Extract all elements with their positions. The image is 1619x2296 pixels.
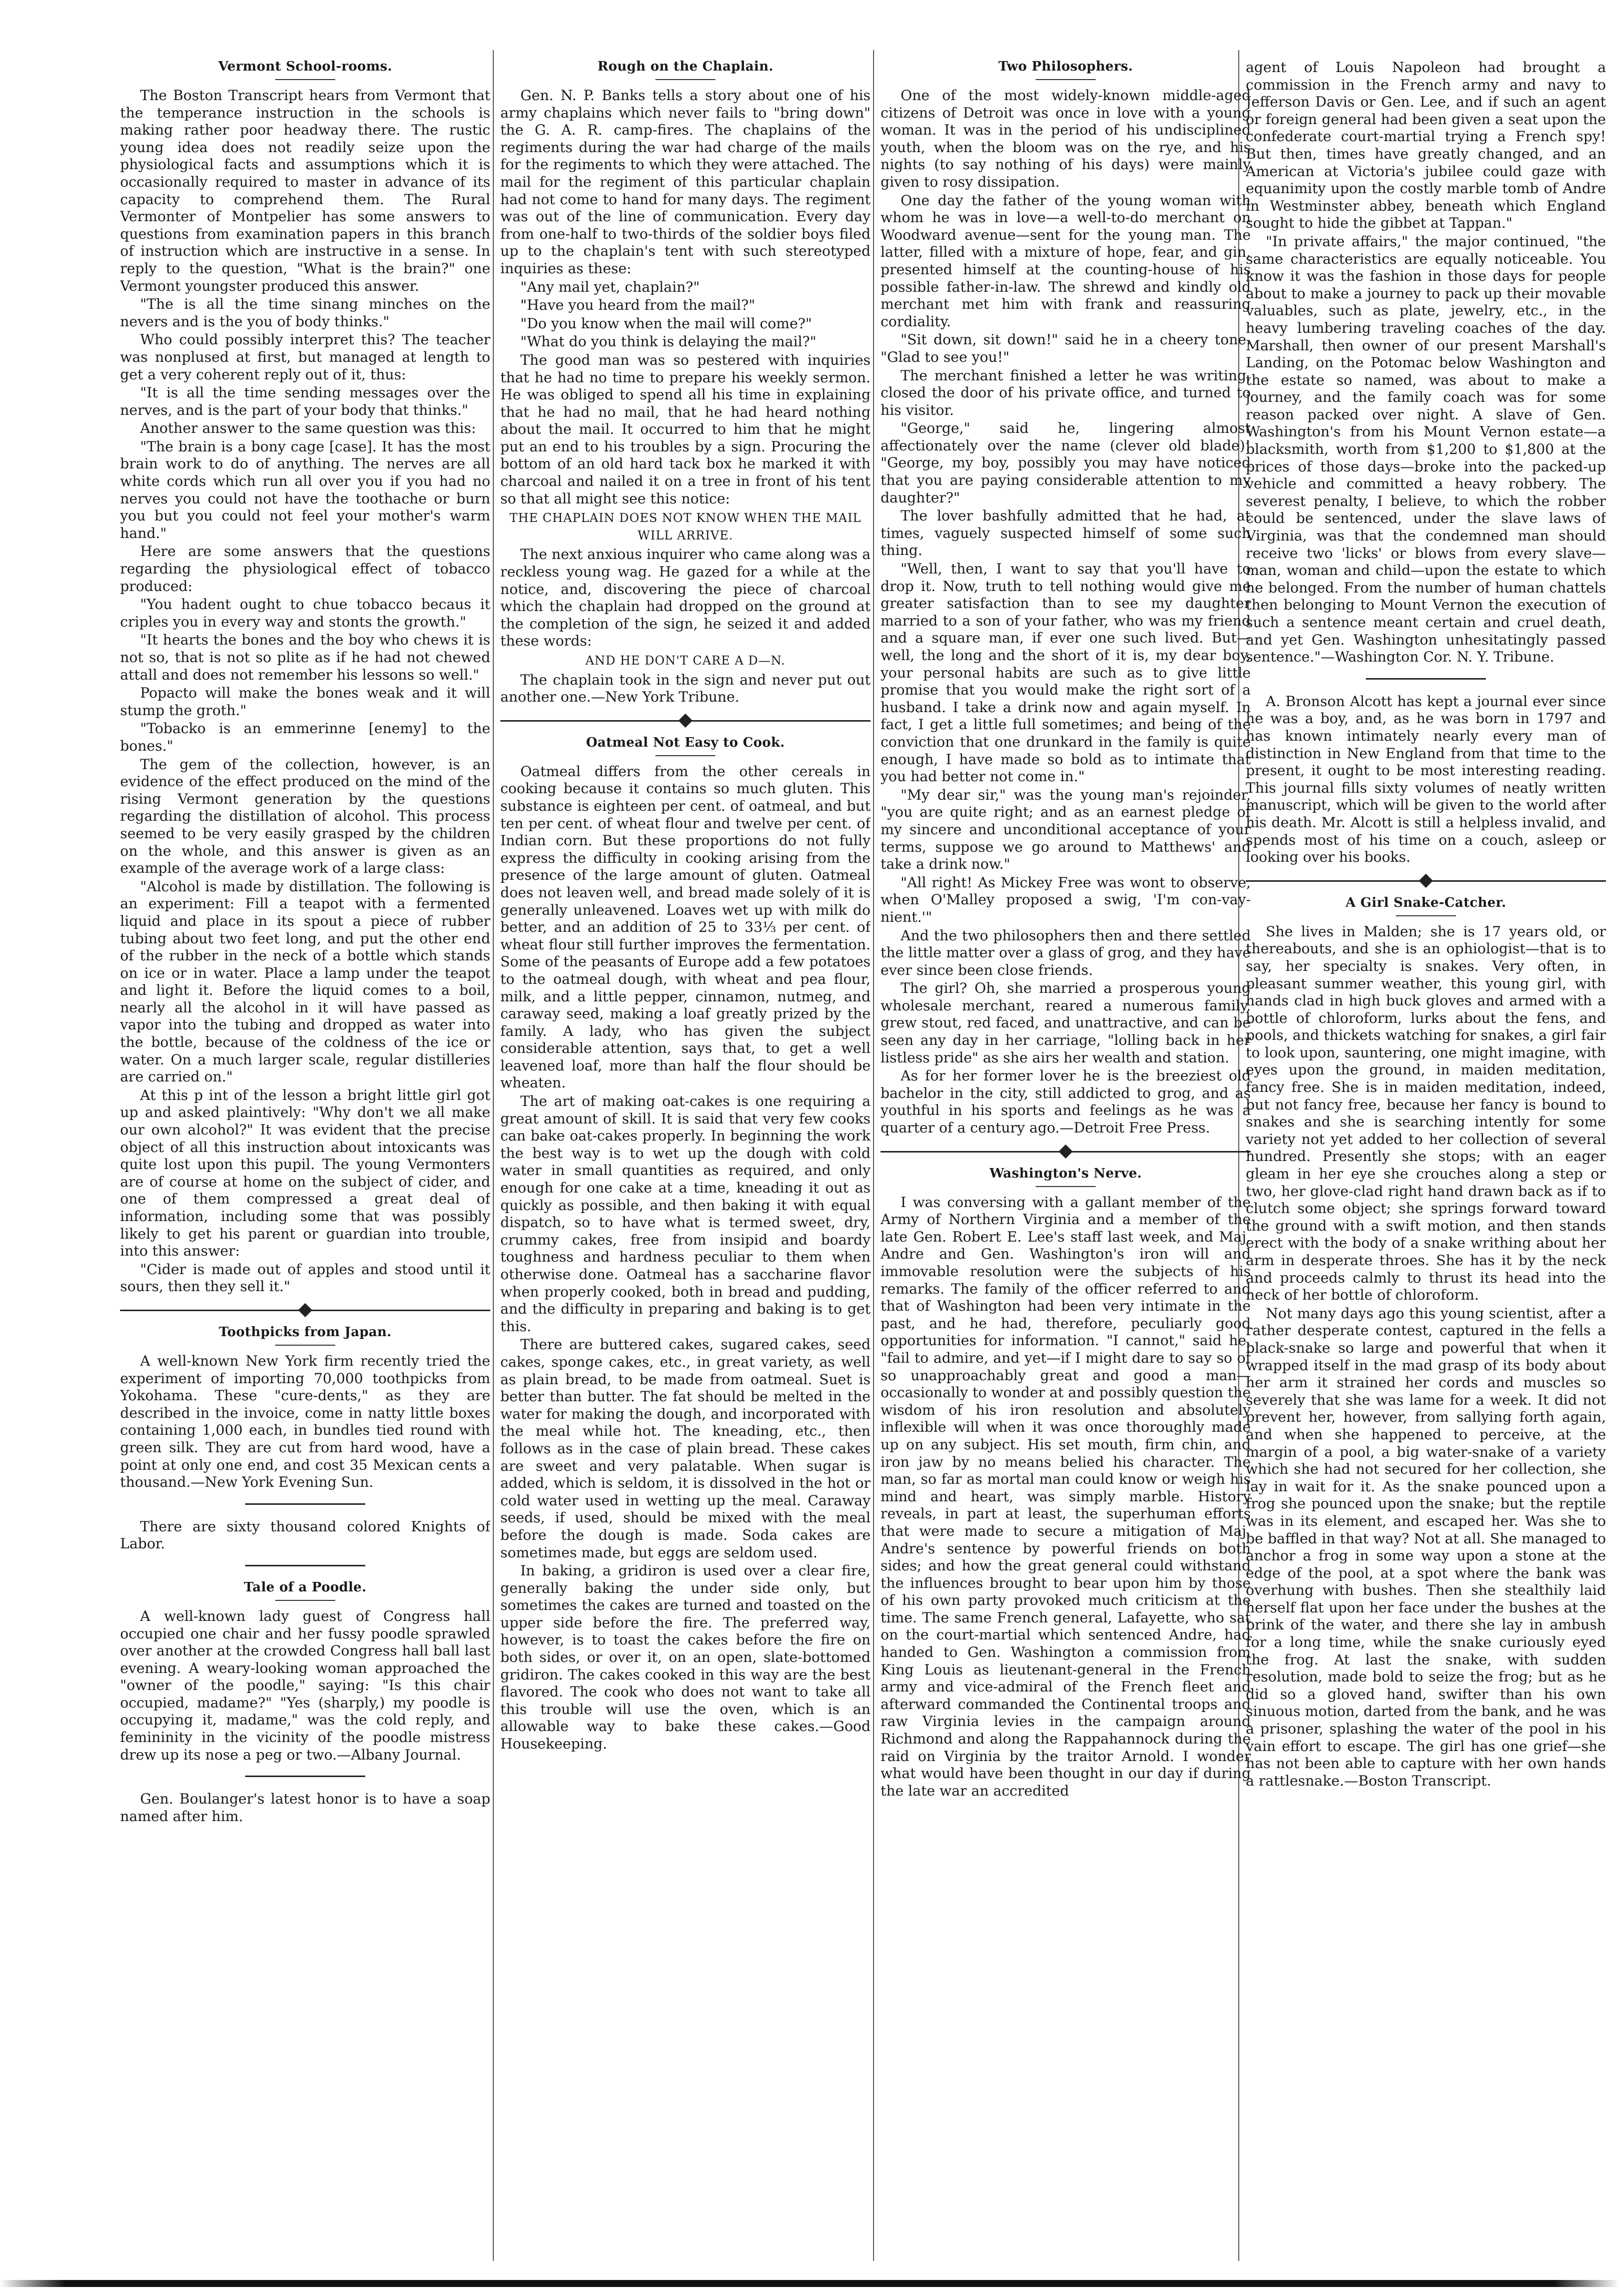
column-2	[500, 59, 871, 2251]
paragraph: Oatmeal differs from the other cereals in cooking because it contains so much gluten. This substance is eighteen per cent. of oatmeal, and but ten per cent. of wheat flour and twelve per cent. of Indian corn. But these proportions do not fully express the difficulty in cooking arising from the presence of the large amount of gluten. Oatmeal does not leaven well, and bread made solely of it is generally unleavened. Loaves wet up with milk do better, and an addition of 25 to 33⅓ per cent. of wheat flour still further improves the fermentation. Some of the peasants of Europe add a few potatoes to the oatmeal dough, with wheat and pea flour, milk, and a little pepper, cinnamon, nutmeg, and caraway seed, making a loaf greatly prized by the family. A lady, who has given the subject considerable attention, says that, to get a well leavened loaf, more than half the flour should be wheaten.	[500, 763, 871, 1091]
paragraph: "Any mail yet, chaplain?"	[520, 278, 700, 295]
paragraph: There are buttered cakes, sugared cakes, seed cakes, sponge cakes, etc., in great variety, as well as plain bread, to be made from oatmeal. Suet is better than butter. The fat should be melted in the water for making the dough, and incorporated with the meal while hot. The kneading, etc., then follows as in the case of plain bread. These cakes are sweet and very palatable. When sugar is added, which is seldom, it is dissolved in the hot or cold water used in wetting up the meal. Caraway seeds, if used, should be mixed with the meal before the dough is made. Soda cakes are sometimes made, but eggs are seldom used.	[500, 1336, 871, 1561]
paragraph: Gen. Boulanger's latest honor is to have a soap named after him.	[120, 1791, 490, 1825]
headline-rule	[1396, 915, 1456, 916]
paragraph: I was conversing with a gallant member of the Army of Northern Virginia and a member of the late Gen. Robert E. Lee's staff last week, and Maj. Andre and Gen. Washington's iron will and immovable resolution were the subjects of his remarks. The family of the officer referred to and that of Washington had been very intimate in the past, and he had, therefore, peculiarly good opportunities for information. "I cannot," said he, "fail to admire, and yet—if I might dare to say so of so unapproachably great and good a man—occasionally to wonder at and possibly question the wisdom of his iron resolution and absolutely inflexible will when it was once thoroughly made up on any subject. His set mouth, firm chin, and iron jaw by no means belied his character. The man, so far as mortal man could know or weigh his mind and heart, was simply marble. History reveals, in part at least, the superhuman efforts that were made to secure a mitigation of Maj. Andre's sentence by powerful friends on both sides; and how the great general could withstand the influences brought to bear upon him by those of his own party provoked much criticism at the time. The same French general, Lafayette, who sat on the court-martial which sentenced Andre, had handed to Gen. Washington a commission from King Louis as lieutenant-general in the French army and vice-admiral of the French fleet and afterward commanded the Continental troops and raw Virginia levies in the campaign around Richmond and along the Rappahannock during the raid on Virginia by the traitor Arnold. I wonder what would have been thought in our day if during the late war an accredited	[881, 1194, 1251, 1799]
article-headline: A Girl Snake-Catcher.	[1345, 895, 1506, 910]
paragraph: "The is all the time sinang minches on the nevers and is the you of body thinks."	[120, 296, 490, 330]
paragraph: A well-known New York firm recently tried the experiment of importing 70,000 toothpicks from Yokohama. These "cure-dents," as they are described in the invoice, come in natty little boxes containing 1,000 each, in bundles tied round with green silk. They are cut from hard wood, have a point at only one end, and cost 35 Mexican cents a thousand.—New York Evening Sun.	[120, 1352, 490, 1491]
headline-rule	[1036, 79, 1096, 80]
paragraph: "Cider is made out of apples and stood until it sours, then they sell it."	[120, 1261, 490, 1295]
column-3	[881, 59, 1251, 2251]
article-headline: Vermont School-rooms.	[218, 59, 392, 74]
notice-addition: AND HE DON'T CARE A D—N.	[585, 654, 785, 668]
article-body	[120, 87, 490, 1296]
section-divider	[1246, 873, 1606, 888]
section-divider	[500, 713, 871, 728]
paragraph: As for her former lover he is the breeziest old bachelor in the city, still addicted to grog, and as youthful in his sports and feelings as he was a quarter of a century ago.—Detroit Free Press.	[881, 1067, 1251, 1136]
section-divider	[881, 1144, 1251, 1159]
headline-rule	[275, 79, 335, 80]
headline-rule	[655, 755, 715, 756]
paragraph: The girl? Oh, she married a prosperous young wholesale merchant, reared a numerous family, grew stout, red faced, and unattractive, and can be seen any day in her carriage, "lolling back in her listless pride" as she airs her wealth and station.	[881, 980, 1251, 1066]
headline-rule	[1036, 1186, 1096, 1187]
paragraph: A. Bronson Alcott has kept a journal ever since he was a boy, and, as he was born in 1797 and has known intimately nearly every man of distinction in New England from that time to the present, it ought to be most interesting reading. This journal fills sixty volumes of neatly written manuscript, which will be given to the world after his death. Mr. Alcott is still a helpless invalid, and spends most of his time on a couch, asleep or looking over his books.	[1246, 693, 1606, 866]
column-rule	[493, 50, 494, 2261]
section-divider	[245, 1558, 365, 1573]
paragraph: One day the father of the young woman with whom he was in love—a well-to-do merchant on Woodward avenue—sent for the young man. The latter, filled with a mixture of hope, fear, and gin, presented himself at the counting-house of his possible father-in-law. The shrewd and kindly old merchant met him with frank and reassuring cordiality.	[881, 192, 1251, 330]
paragraph: The next anxious inquirer who came along was a reckless young wag. He gazed for a while at the notice, and, discovering the piece of charcoal which the chaplain had dropped on the ground at the completion of the sign, he seized it and added these words:	[500, 546, 871, 650]
headline-rule	[275, 1600, 335, 1601]
notice-text: THE CHAPLAIN DOES NOT KNOW WHEN THE MAIL WILL ARRIVE.	[509, 511, 862, 542]
article-headline: Two Philosophers.	[998, 59, 1133, 74]
paragraph: "It is all the time sending messages over the nerves, and is the part of your body that thinks."	[120, 384, 490, 418]
paragraph: The chaplain took in the sign and never put out another one.—New York Tribune.	[500, 671, 871, 706]
paragraph: Another answer to the same question was this:	[140, 420, 476, 437]
paragraph: She lives in Malden; she is 17 years old, or thereabouts, and she is an ophiologist—that is to say, her specialty is snakes. Very often, in pleasant summer weather, this young girl, with hands clad in high buck gloves and armed with a bottle of chloroform, lurks about the fens, and pools, and thickets watching for snakes, a girl fair to look upon, sauntering, one might imagine, with eyes upon the ground, in maiden meditation, fancy free. She is in maiden meditation, indeed, but not fancy free, because her fancy is bound to snakes and she is searching intently for some variety not yet added to her collection of several hundred. Presently she stops; with an eager gleam in her eye she crouches along a step or two, her glove-clad right hand drawn back as if to clutch some object; she springs forward toward the ground with a swift motion, and then stands erect with the body of a snake writhing about her arm in desperate throes. She has it by the neck and proceeds calmly to thrust its head into the neck of her bottle of chloroform.	[1246, 923, 1606, 1304]
section-divider	[245, 1769, 365, 1784]
paragraph: Popacto will make the bones weak and it will stump the groth."	[120, 685, 490, 719]
headline-rule	[275, 1345, 335, 1346]
paragraph: "You hadent ought to chue tobacco becaus it criples you in every way and stonts the growth."	[120, 596, 490, 630]
paragraph: "All right! As Mickey Free was wont to observe, when O'Malley proposed a swig, 'I'm con-vay-nient.'"	[881, 874, 1251, 925]
paragraph: The good man was so pestered with inquiries that he had no time to prepare his weekly sermon. He was obliged to spend all his time in explaining that he had no mail, that he had heard nothing about the mail. It occurred to him that he might put an end to his troubles by a sign. Procuring the bottom of an old hard tack box he marked it with charcoal and nailed it on a tree in front of his tent so that all might see this notice:	[500, 351, 871, 507]
paragraph: "In private affairs," the major continued, "the same characteristics are equally noticeable. You know it was the fashion in those days for people about to make a journey to pack up their movable valuables, such as plate, jewelry, etc., in the heavy lumbering traveling coaches of the day. Marshall, then owner of our present Marshall's Landing, on the Potomac below Washington and the estate so named, was about to make a journey, and the family coach was for some reason packed over night. A slave of Gen. Washington's from his Mount Vernon estate—a blacksmith, worth from $1,200 to $1,800 at the prices of those days—broke into the packed-up vehicle and committed a heavy robbery. The severest penalty, I believe, to which the robber could be sentenced, under the slave laws of Virginia, was that the condemned man should receive two 'licks' or blows from every slave—man, woman and child—upon the estate to which he belonged. From the number of human chattels then belonging to Mount Vernon the execution of such a sentence meant certain and cruel death, and yet Gen. Washington unhesitatingly passed sentence."—Washington Cor. N. Y. Tribune.	[1246, 233, 1606, 666]
paragraph: "The brain is a bony cage [case]. It has the most brain work to do of anything. The nerves are all white cords which run all over you if you had no nerves you could not have the toothache or burn you but you could not feel your mother's warm hand."	[120, 438, 490, 541]
article-headline: Toothpicks from Japan.	[219, 1324, 392, 1340]
paragraph: At this p int of the lesson a bright little girl got up and asked plaintively: "Why don't we all make our own alcohol?" It was evident that the precise object of all this instruction about intoxicants was quite lost upon this pupil. The young Vermonters are of course at home on the subject of cider, and one of them compressed a great deal of information, including some that was possibly likely to get his parent or guardian into trouble, into this answer:	[120, 1086, 490, 1260]
paragraph: "George," said he, lingering almost affectionately over the name (clever old blade)! "George, my boy, possibly you may have noticed that you are paying considerable attention to my daughter?"	[881, 420, 1251, 506]
column-1	[120, 59, 490, 2251]
paragraph: The gem of the collection, however, is an evidence of the effect produced on the mind of the rising Vermont generation by the questions regarding the distillation of alcohol. This process seemed to be very easily grasped by the children on the whole, and this answer is given as an example of the average work of a large class:	[120, 756, 490, 877]
article-headline: Oatmeal Not Easy to Cook.	[586, 735, 785, 750]
paragraph: Here are some answers that the questions regarding the physiological effect of tobacco produced:	[120, 543, 490, 595]
paragraph: "Have you heard from the mail?"	[520, 297, 755, 314]
article-headline: Tale of a Poodle.	[244, 1579, 367, 1595]
paragraph: In baking, a gridiron is used over a clear fire, generally baking the under side only, but sometimes the cakes are turned and toasted on the upper side before the fire. The preferred way, however, is to toast the cakes before the fire on both sides, or over it, on an open, slate-bottomed gridiron. The cakes cooked in this way are the best flavored. The cook who does not want to take all this trouble will use the oven, which is an allowable way to bake these cakes.—Good Housekeeping.	[500, 1562, 871, 1753]
section-divider	[120, 1303, 490, 1318]
paragraph: "What do you think is delaying the mail?"	[520, 333, 817, 350]
column-rule	[873, 50, 874, 2261]
article-headline: Rough on the Chaplain.	[597, 59, 773, 74]
paragraph: A well-known lady guest of Congress hall occupied one chair and her fussy poodle sprawled over another at the crowded Congress hall ball last evening. A weary-looking woman approached the "owner of the poodle," saying: "Is this chair occupied, madame?" "Yes (sharply,) my poodle is occupying it, madame," was the cold reply, and femininity in the vicinity of the poodle mistress drew up its nose a peg or two.—Albany Journal.	[120, 1607, 490, 1763]
paragraph: "Do you know when the mail will come?"	[520, 315, 812, 332]
page-bottom-border	[0, 2280, 1619, 2287]
paragraph: The art of making oat-cakes is one requiring a great amount of skill. It is said that very few cooks can bake oat-cakes properly. In beginning the work the best way is to wet up the dough with cold water in small quantities as required, and only enough for one cake at a time, kneading it out as quickly as possible, and then baking it with equal dispatch, so to have what is termed sweet, dry, crummy cakes, free from insipid and boardy toughness and hardness peculiar to them when otherwise done. Oatmeal has a saccharine flavor when properly cooked, both in bread and pudding, and the difficulty in preparing and baking is to get this.	[500, 1093, 871, 1335]
paragraph: The Boston Transcript hears from Vermont that the temperance instruction in the schools is making rather poor headway there. The rustic young idea does not readily seize upon the physiological facts and assumptions which it is occasionally required to master in advance of its capacity to comprehend them. The Rural Vermonter of Montpelier has some answers to questions from examination papers in this branch of instruction which are instructive in a sense. In reply to the question, "What is the brain?" one Vermont youngster produced this answer.	[120, 87, 490, 294]
paragraph: The lover bashfully admitted that he had, at times, vaguely suspected himself of some such thing.	[881, 507, 1251, 559]
paragraph: "My dear sir," was the young man's rejoinder, "you are quite right; and as an earnest pledge of my sincere and unconditional acceptance of your terms, suppose we go around to Matthews' and take a drink now."	[881, 786, 1251, 873]
paragraph: "Sit down, sit down!" said he in a cheery tone. "Glad to see you!"	[881, 331, 1251, 365]
paragraph: And the two philosophers then and there settled the little matter over a glass of grog, and they have ever since been close friends.	[881, 927, 1251, 978]
section-divider	[245, 1496, 365, 1511]
section-divider	[1366, 671, 1486, 686]
paragraph: There are sixty thousand colored Knights of Labor.	[120, 1518, 490, 1552]
paragraph: Who could possibly interpret this? The teacher was nonplused at first, but managed at length to get a very coherent reply out of it, thus:	[120, 331, 490, 383]
paragraph: "Alcohol is made by distillation. The following is an experiment: Fill a teapot with a fermented liquid and place in its spout a piece of rubber tubing about two feet long, and put the other end of the rubber in the neck of a bottle which stands on ice or in water. Place a lamp under the teapot and light it. Before the liquid comes to a boil, nearly all the alcohol in it will have passed as vapor into the tubing and dropped as water into the bottle, because of the coldness of the ice or water. On a much larger scale, regular distilleries are carried on."	[120, 878, 490, 1085]
paragraph: Not many days ago this young scientist, after a rather desperate contest, captured in the fells a black-snake so large and powerful that when it wrapped itself in the mad grasp of its body about her arm it strained her cords and muscles so severely that she was lame for a week. It did not prevent her, however, from sallying forth again, and when she happened to perceive, at the margin of a pool, a big water-snake of a variety which she had not secured for her collection, she lay in wait for it. As the snake pounced upon a frog she pounced upon the snake; but the reptile was in its element, and escaped her. Was she to be baffled in that way? Not at all. She managed to anchor a frog in some way upon a stone at the edge of the pool, at a spot where the bank was overhung with bushes. Then she stealthily laid herself flat upon her face under the bushes at the brink of the water, and there she lay in ambush for a long time, while the snake curiously eyed the frog. At last the snake, with sudden resolution, made bold to seize the frog; but as he did so a gloved hand, swifter than his own sinuous motion, darted from the bank, and he was a prisoner, splashing the water of the pool in his vain effort to escape. The girl has one grief—she has not been able to capture with her own hands a rattlesnake.—Boston Transcript.	[1246, 1305, 1606, 1789]
paragraph: "Tobacko is an emmerinne [enemy] to the bones."	[120, 720, 490, 754]
paragraph: The merchant finished a letter he was writing, closed the door of his private office, and turned to his visitor.	[881, 367, 1251, 418]
headline-rule	[655, 79, 715, 80]
article-headline: Washington's Nerve.	[989, 1166, 1142, 1181]
paragraph: "It hearts the bones and the boy who chews it is not so, that is not so plite as if he had not chewed attall and does not remember his lessons so well."	[120, 632, 490, 683]
paragraph: "Well, then, I want to say that you'll have to drop it. Now, truth to tell nothing would give me greater satisfaction than to see my daughter married to a son of your father, who was my friend and a square man, if ever one such lived. But—well, the long and the short of it is, my dear boy, your personal habits are such as to give little promise that you would make the right sort of a husband. I take a drink now and again myself. In fact, I get a little full sometimes; and being of the conviction that one drunkard in the family is quite enough, I have made so bold as to intimate that you had better not come in."	[881, 560, 1251, 785]
paragraph: agent of Louis Napoleon had brought a commission in the French army and navy to Jefferson Davis or Gen. Lee, and if such an agent or foreign general had been given a seat upon the confederate court-martial trying a French spy! But then, times have greatly changed, and an American at Victoria's jubilee could gaze with equanimity upon the costly marble tomb of Andre in Westminster abbey, beneath which England sought to hide the gibbet at Tappan."	[1246, 59, 1606, 232]
paragraph: Gen. N. P. Banks tells a story about one of his army chaplains which never fails to "bring down" the G. A. R. camp-fires. The chaplains of the regiments during the war had charge of the mails for the regiments to which they were attached. The mail for the regiment of this particular chaplain had not come to hand for many days. The regiment was out of the line of communication. Every day from one-half to two-thirds of the soldier boys filed up to the chaplain's tent with such stereotyped inquiries as these:	[500, 87, 871, 277]
paragraph: One of the most widely-known middle-aged citizens of Detroit was once in love with a young woman. It was in the period of his undisciplined youth, when the bloom was on the rye, and his nights (to say nothing of his days) were mainly given to rosy dissipation.	[881, 87, 1251, 190]
column-4	[1246, 59, 1606, 2251]
